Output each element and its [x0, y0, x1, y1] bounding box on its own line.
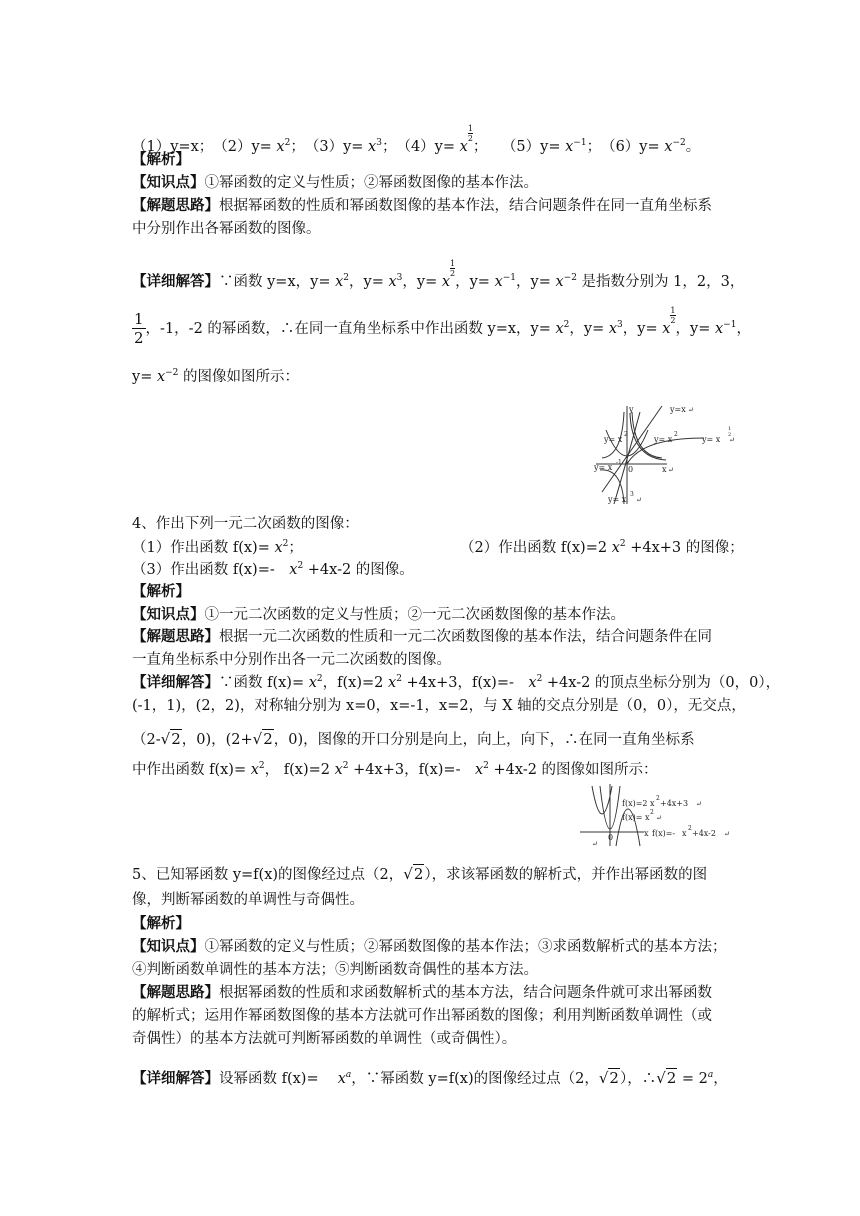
graph-label: f(x)= x	[622, 813, 650, 822]
p4-solution-idea-1	[132, 627, 712, 647]
graph-label: ↵	[688, 406, 694, 414]
p5-knowledge-points-2: ④判断函数单调性的基本方法；⑤判断函数奇偶性的基本方法。	[132, 962, 538, 978]
graph-label: 0	[628, 465, 634, 474]
p4-title: 4、作出下列一元二次函数的图像：	[132, 516, 359, 532]
text: ∵函数 $f(x)= x^2$，f(x)=2 $x^2 +4x+3$，f(x)=- $x^2 +4x-2$ 的顶点坐标分别为（0，0），	[219, 674, 781, 691]
text: ①幂函数的定义与性质；②幂函数图像的基本作法。	[204, 175, 538, 191]
p4-detailed-answer-4: 中作出函数 $f(x)= x^2$， f(x)=2 $x^2 +4x+3$，f(x)=- $x^2 +4x-2$ 的图像如图所示：	[132, 761, 658, 778]
p5-title-2: 像，判断幂函数的单调性与奇偶性。	[132, 892, 364, 908]
label: 【详细解答】	[132, 272, 219, 290]
p4-detailed-answer-1	[132, 673, 780, 693]
p3-knowledge-points	[132, 173, 538, 193]
p3-jiexi-heading: 【解析】	[132, 151, 190, 168]
p5-solution-idea-2: 的解析式；运用作幂函数图像的基本方法就可作出幂函数的图像；利用判断函数单调性（或	[132, 1008, 712, 1024]
text: 根据幂函数的性质和求函数解析式的基本方法，结合问题条件就可求出幂函数	[219, 985, 712, 1001]
graph-label: +4x+3	[660, 799, 689, 808]
graph-label: y= x	[594, 463, 613, 472]
text: ①幂函数的定义与性质；②幂函数图像的基本作法；③求函数解析式的基本方法；	[204, 939, 727, 955]
quadratic-functions-graph	[578, 782, 734, 848]
text: 根据幂函数的性质和幂函数图像的基本作法，结合问题条件在同一直角坐标系	[219, 198, 712, 214]
graph-label: y= x	[604, 435, 623, 444]
p4-q1: （1）作出函数 $f(x)= x^2$；	[132, 539, 303, 556]
graph-label: 2	[728, 432, 732, 438]
p3-solution-idea-2: 中分别作出各幂函数的图像。	[132, 221, 321, 237]
graph-label: ↵	[636, 496, 642, 504]
p5-jiexi-heading: 【解析】	[132, 915, 190, 932]
p5-solution-idea-3: 奇偶性）的基本方法就可判断幂函数的单调性（或奇偶性）。	[132, 1031, 517, 1047]
graph-label: x	[682, 829, 687, 838]
graph-label: 0	[608, 833, 614, 842]
graph-label: ↵	[696, 800, 702, 808]
p4-detailed-answer-2: (-1，1)，(2，2)，对称轴分别为 x=0，x=-1，x=2，与 X 轴的交点分别是（0，0），无交点，	[132, 698, 746, 714]
graph-label: 2	[650, 809, 654, 816]
text: 根据一元二次函数的性质和一元二次函数图像的基本作法，结合问题条件在同	[219, 629, 712, 645]
graph-label: ↵	[668, 466, 674, 474]
graph-label: 2	[624, 431, 628, 438]
graph-label: f(x)=2 x	[622, 799, 655, 808]
graph-label: y= x	[702, 435, 721, 444]
p3-detailed-answer-3: $y= x^{-2}$ 的图像如图所示：	[132, 368, 300, 385]
graph-label: ↵	[656, 814, 662, 822]
text: 设幂函数 f(x)= $x^a$，∵幂函数 y=f(x)的图像经过点（2，√2），∴√2 = $2^a$，	[219, 1069, 728, 1087]
p3-detailed-answer-2: $\frac{1}{2}$ ，-1，-2 的幂函数，∴在同一直角坐标系中作出函数 y=x，$y= x^2$，$y= x^3$，y= x $^{\frac{1}{2}}$，$y= x^{-1}$，	[134, 306, 751, 348]
graph-label: 2	[688, 825, 692, 832]
p4-knowledge-points	[132, 605, 625, 625]
text: ∵函数 y=x，$y= x^2$，$y= x^3$，y= x $^{\frac{1}{2}}$，$y= x^{-1}$，$y= x^{-2}$ 是指数分别为 1，2，3，	[219, 259, 745, 290]
power-functions-graph	[592, 400, 734, 508]
label: 【详细解答】	[132, 1070, 219, 1087]
p4-q2: （2）作出函数 f(x)=2 $x^2 +4x+3$ 的图像；	[460, 539, 744, 556]
p4-jiexi-heading: 【解析】	[132, 583, 190, 600]
label: 【解题思路】	[132, 197, 219, 214]
graph-label: -1	[616, 459, 622, 466]
label: 【详细解答】	[132, 674, 219, 691]
graph-label: ↵	[724, 830, 730, 838]
p5-solution-idea-1	[132, 983, 712, 1003]
graph-label: 1	[728, 426, 732, 432]
graph-label: f(x)=-	[652, 829, 676, 838]
label: 【解题思路】	[132, 628, 219, 645]
label: 【知识点】	[132, 606, 205, 623]
graph-label: ↵	[729, 436, 735, 444]
graph-label: x	[662, 465, 667, 474]
graph-label: ↵	[592, 840, 598, 848]
p3-solution-idea-1	[132, 196, 712, 216]
p4-solution-idea-2: 一直角坐标系中分别作出各一元二次函数的图像。	[132, 652, 451, 668]
text: ①一元二次函数的定义与性质；②一元二次函数图像的基本作法。	[204, 607, 625, 623]
p3-detailed-answer-1	[132, 259, 744, 292]
graph-label: y	[629, 405, 634, 414]
graph-label: x	[644, 829, 649, 838]
p4-detailed-answer-3: （2-√2，0)，(2+√2，0)，图像的开口分别是向上，向上，向下，∴在同一直角坐标系	[132, 730, 695, 748]
graph-label: y=x	[670, 405, 686, 414]
graph-label: 2	[656, 795, 660, 802]
label: 【知识点】	[132, 174, 205, 191]
p3-items-line: （1）y=x； $(2)y= x^2$； $(3)y= x^3$； （4）y= x $^{\frac{1}{2}}$； $(5)y= x^{-1}$； $(6)y= x^{-2}$。	[132, 124, 701, 155]
p4-q3: （3）作出函数 f(x)=- $x^2 +4x-2$ 的图像。	[132, 561, 414, 578]
graph-label: y= x	[608, 495, 627, 504]
graph-label: 2	[674, 431, 678, 438]
p5-detailed-answer-1	[132, 1068, 728, 1089]
label: 【知识点】	[132, 938, 205, 955]
p5-knowledge-points-1	[132, 937, 727, 957]
p5-title-1: 5、已知幂函数 y=f(x)的图像经过点（2，√2），求该幂函数的解析式，并作出幂函数的图	[132, 865, 708, 883]
graph-label: +4x-2	[692, 829, 716, 838]
graph-label: y= x	[654, 435, 673, 444]
label: 【解题思路】	[132, 984, 219, 1001]
graph-label: 3	[630, 491, 634, 498]
